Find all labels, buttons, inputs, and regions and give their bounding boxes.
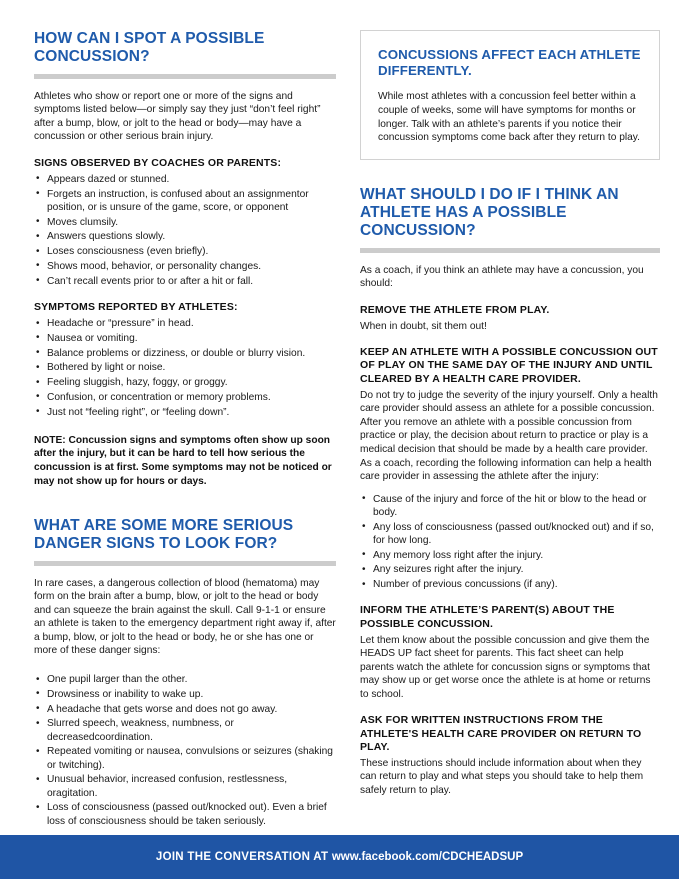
spot-concussion-intro: Athletes who show or report one or more of the signs and symptoms listed below—or simply say they just “don’t feel right” after a bump, blow, or jolt to the head or body—may have a concussion or other serious brain injury. [34,90,321,143]
list-item: • Balance problems or dizziness, or double or blurry vision. [34,347,336,360]
list-item: • Repeated vomiting or nausea, convulsions or seizures (shaking or twitching). [34,745,336,772]
list-item: • Unusual behavior, increased confusion, restlessness, oragitation. [34,773,336,800]
list-item: • Headache or “pressure” in head. [34,317,336,330]
danger-signs-intro: In rare cases, a dangerous collection of blood (hematoma) may form on the brain after a bump, blow, or jolt to the head or body and can squeeze the brain against the skull. Call 9-1-1 or ensure an athlete is taken to the emergency department right away if, after a bump, blow, or jolt to the head or body, he or she has one or more of these danger signs: [34,577,336,657]
left-column [34,30,336,837]
written-instructions-body: These instructions should include information about when they can return to play and what steps you should take to help them safely return to play. [360,757,644,796]
list-item: • Nausea or vomiting. [34,332,336,345]
symptoms-reported-heading: SYMPTOMS REPORTED BY ATHLETES: [34,300,238,313]
keep-athlete-out-heading: KEEP AN ATHLETE WITH A POSSIBLE CONCUSSION OUT OF PLAY ON THE SAME DAY OF THE INJURY AND UNTIL CLEARED BY A HEALTH CARE PROVIDER. [360,346,658,385]
footer-lead-text: JOIN THE CONVERSATION AT [155,851,332,863]
list-item: • Just not “feeling right”, or “feeling down”. [34,406,336,419]
right-column [360,30,660,837]
written-instructions-heading: ASK FOR WRITTEN INSTRUCTIONS FROM THE ATHLETE'S HEALTH CARE PROVIDER ON RETURN TO PLAY. [360,714,642,753]
list-item: • Can’t recall events prior to or after a hit or fall. [34,275,336,288]
danger-signs-section [34,517,336,828]
heading-divider-rule [34,74,336,79]
remove-athlete-heading: REMOVE THE ATHLETE FROM PLAY. [360,303,550,316]
signs-observed-heading: SIGNS OBSERVED BY COACHES OR PARENTS: [34,156,282,169]
list-item: • Shows mood, behavior, or personality changes. [34,260,336,273]
spot-concussion-section [34,30,336,488]
concussion-note: NOTE: Concussion signs and symptoms often show up soon after the injury, but it can be hard to tell how serious the concussion is at first. Some symptoms may not be noticed or may not show up for hours or days. [34,434,332,487]
footer-bar [0,835,679,879]
inform-parents-body: Let them know about the possible concussion and give them the HEADS UP fact sheet for parents. This fact sheet can help parents watch the athlete for concussion signs or symptoms that may show up or get worse once the athlete is at home or returns to school. [360,634,651,700]
list-item: • Moves clumsily. [34,216,336,229]
keep-athlete-out-body: Do not try to judge the severity of the injury yourself. Only a health care provider should assess an athlete for a possible concussion. After you remove an athlete with a possible concussion from practice or play, the decision about return to practice or play is a medical decision that should be made by a health care provider. As a coach, recording the following information can help a health care provider in assessing the athlete after the injury: [360,389,658,483]
spacer [34,497,336,517]
list-item: • One pupil larger than the other. [34,673,336,686]
list-item: • Loss of consciousness (passed out/knocked out). Even a brief loss of consciousness should be taken seriously. [34,801,336,828]
list-item: • Number of previous concussions (if any). [360,578,660,591]
footer-text [156,851,523,863]
list-item: • Any loss of consciousness (passed out/knocked out) and if so, for how long. [360,521,660,548]
callout-heading: CONCUSSIONS AFFECT EACH ATHLETE DIFFERENTLY. [378,47,641,79]
list-item: • Bothered by light or noise. [34,361,336,374]
list-item: • Slurred speech, weakness, numbness, or decreasedcoordination. [34,717,336,744]
list-item: • Forgets an instruction, is confused about an assignmentor position, or is unsure of the game, score, or opponent [34,188,336,215]
list-item: • Feeling sluggish, hazy, foggy, or groggy. [34,376,336,389]
danger-signs-heading: WHAT ARE SOME MORE SERIOUS DANGER SIGNS TO LOOK FOR? [34,517,294,553]
list-item: • Answers questions slowly. [34,230,336,243]
signs-observed-list [34,173,336,288]
footer-facebook-url[interactable]: www.facebook.com/CDCHEADSUP [331,851,524,863]
what-should-i-do-section [360,186,660,798]
record-information-list [360,493,660,592]
symptoms-reported-list [34,317,336,419]
heading-divider-rule [360,248,660,253]
danger-signs-list [34,673,336,828]
list-item: • Loses consciousness (even briefly). [34,245,336,258]
heading-divider-rule [34,561,336,566]
spot-concussion-heading: HOW CAN I SPOT A POSSIBLE CONCUSSION? [34,30,265,66]
list-item: • Drowsiness or inability to wake up. [34,688,336,701]
concussions-differ-callout-box [360,30,660,160]
list-item: • Any seizures right after the injury. [360,563,660,576]
list-item: • Confusion, or concentration or memory problems. [34,391,336,404]
list-item: • Any memory loss right after the injury. [360,549,660,562]
list-item: • Appears dazed or stunned. [34,173,336,186]
list-item: • A headache that gets worse and does not go away. [34,703,336,716]
remove-athlete-body: When in doubt, sit them out! [360,320,487,332]
list-item: • Cause of the injury and force of the hit or blow to the head or body. [360,493,660,520]
coach-intro-text: As a coach, if you think an athlete may have a concussion, you should: [360,264,644,290]
callout-body: While most athletes with a concussion feel better within a couple of weeks, some will have symptoms for months or longer. Talk with an athlete’s parents if you notice their concussion symptoms come back after they return to play. [378,91,640,144]
what-should-i-do-heading: WHAT SHOULD I DO IF I THINK AN ATHLETE HAS A POSSIBLE CONCUSSION? [360,185,619,240]
inform-parents-heading: INFORM THE ATHLETE’S PARENT(S) ABOUT THE POSSIBLE CONCUSSION. [360,604,615,630]
